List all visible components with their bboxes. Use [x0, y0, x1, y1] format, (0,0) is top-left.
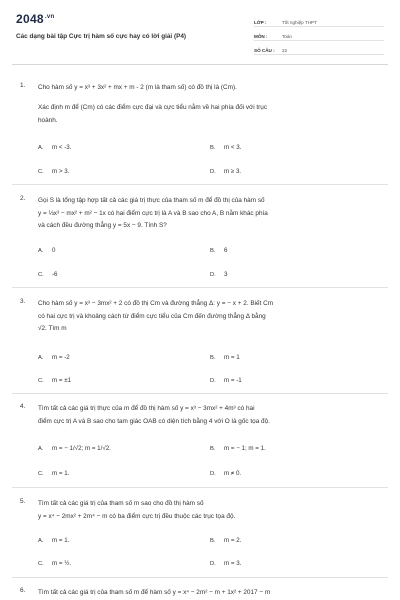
option-letter: D. — [210, 561, 216, 567]
option-d[interactable] — [210, 377, 242, 384]
question-line: y = ⅓x³ − mx² + m² − 1x có hai điểm cực trị là A và B sao cho A, B nằm khác phía — [38, 209, 268, 217]
question-line: hoành. — [38, 116, 58, 124]
option-letter: D. — [210, 471, 216, 477]
option-letter: A. — [38, 355, 44, 361]
meta-value: Toán — [282, 34, 292, 39]
question-number: 5. — [20, 498, 26, 505]
question-number: 2. — [20, 195, 26, 202]
question-text — [38, 195, 378, 233]
meta-panel — [254, 15, 384, 57]
option-a[interactable] — [38, 247, 55, 254]
option-a[interactable] — [38, 144, 71, 151]
option-text: m = 1 — [224, 354, 240, 361]
option-text: m < 3. — [224, 144, 242, 151]
question-divider — [12, 287, 388, 288]
option-letter: C. — [38, 561, 44, 567]
option-text: m = ±1 — [52, 377, 72, 384]
meta-label: SỐ CÂU : — [254, 48, 275, 53]
option-d[interactable] — [210, 560, 241, 567]
option-text: -6 — [52, 271, 58, 278]
option-text: m = − 1/√2; m = 1/√2. — [52, 445, 111, 452]
question-divider — [12, 487, 388, 488]
option-text: 3 — [224, 271, 228, 278]
option-letter: D. — [210, 378, 216, 384]
question-line: có hai cực trị và khoảng cách từ điểm cực tiểu của Cm đến đường thẳng Δ bằng — [38, 312, 266, 320]
option-letter: A. — [38, 446, 44, 452]
question-line: Tìm tất cả các giá trị của tham số m để hàm số y = x⁴ − 2m² − m + 1x² + 2017 − m — [38, 589, 271, 596]
meta-value: Tốt nghiệp THPT — [282, 20, 317, 25]
option-letter: D. — [210, 272, 216, 278]
option-letter: B. — [210, 248, 216, 254]
question-line: Xác định m để (Cm) có các điểm cực đại và cực tiểu nằm về hai phía đối với trục — [38, 104, 268, 111]
option-a[interactable] — [38, 445, 111, 452]
option-text: m < -3. — [52, 144, 72, 151]
question-line: √2. Tìm m — [38, 325, 67, 332]
meta-row-class — [254, 15, 384, 27]
option-text: m = 1. — [52, 537, 70, 544]
option-b[interactable] — [210, 144, 241, 151]
question-divider — [12, 184, 388, 185]
question-text — [38, 498, 378, 523]
logo-text: 2048 — [16, 12, 44, 26]
question-text — [38, 82, 378, 95]
option-letter: C. — [38, 378, 44, 384]
meta-value: 22 — [282, 48, 288, 53]
option-b[interactable] — [210, 445, 266, 452]
option-letter: C. — [38, 169, 44, 175]
option-letter: A. — [38, 248, 44, 254]
question-line: Tìm tất cả các giá trị của tham số m sao cho đồ thị hàm số — [38, 500, 204, 507]
question-line: Gọi S là tổng tập hợp tất cả các giá trị thực của tham số m để đồ thị của hàm số — [38, 197, 265, 204]
header-divider — [12, 64, 388, 65]
option-b[interactable] — [210, 247, 227, 254]
option-c[interactable] — [38, 377, 71, 384]
brand-logo — [16, 12, 54, 26]
question-divider — [12, 393, 388, 394]
option-letter: C. — [38, 471, 44, 477]
option-d[interactable] — [210, 470, 241, 477]
question-number: 1. — [20, 82, 26, 89]
option-letter: B. — [210, 145, 216, 151]
option-text: m = -2 — [52, 354, 70, 361]
question-subtext — [38, 102, 378, 127]
option-letter: C. — [38, 272, 44, 278]
question-line: Cho hàm số y = x³ − 3mx² + 2 có đồ thị Cm và đường thẳng Δ: y = − x + 2. Biết Cm — [38, 300, 274, 307]
option-letter: A. — [38, 145, 44, 151]
option-text: 0 — [52, 247, 56, 254]
option-c[interactable] — [38, 168, 69, 175]
question-number: 6. — [20, 587, 26, 594]
question-text — [38, 587, 378, 600]
meta-label: LỚP : — [254, 20, 267, 25]
option-text: m = 2. — [224, 537, 242, 544]
option-a[interactable] — [38, 537, 69, 544]
option-text: m = ½. — [52, 560, 72, 567]
option-b[interactable] — [210, 537, 241, 544]
question-line: và cách đều đường thẳng y = 5x − 9. Tính S? — [38, 222, 167, 229]
option-text: m ≥ 3. — [224, 168, 242, 175]
option-d[interactable] — [210, 271, 227, 278]
option-letter: B. — [210, 446, 216, 452]
logo-suffix: .vn — [44, 14, 55, 20]
question-number: 4. — [20, 403, 26, 410]
meta-row-count — [254, 43, 384, 55]
option-letter: D. — [210, 169, 216, 175]
option-text: 6 — [224, 247, 228, 254]
option-text: m = 1. — [52, 470, 70, 477]
meta-row-subject — [254, 29, 384, 41]
option-d[interactable] — [210, 168, 241, 175]
option-a[interactable] — [38, 354, 70, 361]
question-line: Cho hàm số y = x³ + 3x² + mx + m - 2 (m là tham số) có đồ thị là (Cm). — [38, 84, 237, 91]
option-c[interactable] — [38, 470, 69, 477]
option-letter: B. — [210, 538, 216, 544]
option-text: m ≠ 0. — [224, 470, 242, 477]
question-line: điểm cực trị A và B sao cho tam giác OAB có diện tích bằng 4 với O là gốc tọa độ. — [38, 417, 270, 425]
option-text: m = -1 — [224, 377, 242, 384]
option-text: m = − 1; m = 1. — [224, 445, 266, 452]
page-title: Các dạng bài tập Cực trị hàm số cực hay có lời giải (P4) — [16, 33, 187, 40]
option-letter: A. — [38, 538, 44, 544]
question-line: Tìm tất cả các giá trị thực của m để đồ thị hàm số y = x³ − 3mx² + 4m³ có hai — [38, 405, 255, 412]
option-text: m = 3. — [224, 560, 242, 567]
option-b[interactable] — [210, 354, 240, 361]
meta-label: MÔN : — [254, 34, 268, 39]
question-divider — [12, 577, 388, 578]
option-letter: B. — [210, 355, 216, 361]
page-header — [0, 0, 400, 62]
question-number: 3. — [20, 298, 26, 305]
option-text: m > 3. — [52, 168, 70, 175]
question-text — [38, 298, 378, 336]
question-line: y = x⁴ − 2mx² + 2m⁴ − m có ba điểm cực trị đều thuộc các trục tọa độ. — [38, 512, 236, 520]
option-c[interactable] — [38, 271, 58, 278]
option-c[interactable] — [38, 560, 71, 567]
question-text — [38, 403, 378, 428]
